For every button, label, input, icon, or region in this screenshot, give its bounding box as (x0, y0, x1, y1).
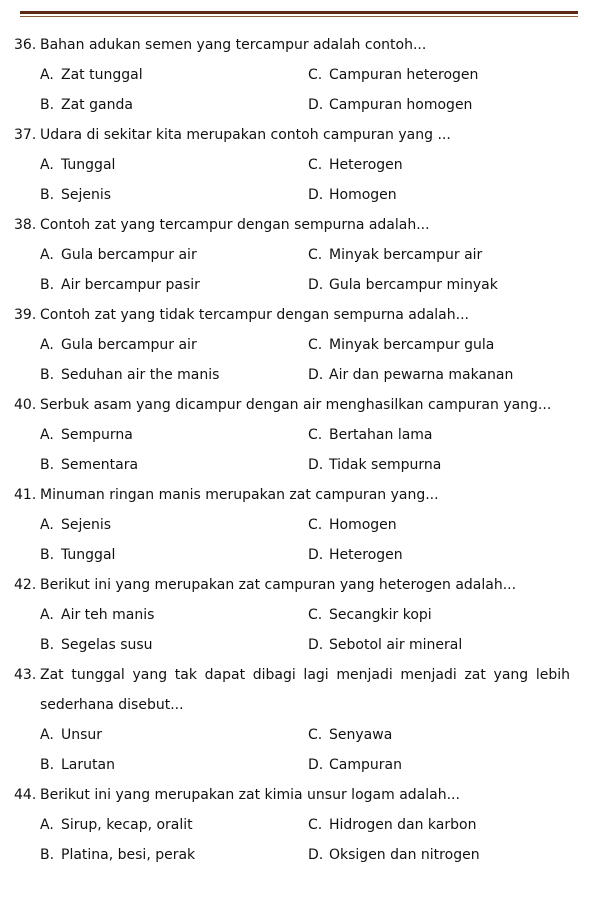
option-letter: D. (308, 187, 324, 203)
option-letter: D. (308, 367, 324, 383)
option-text: Unsur (61, 727, 103, 743)
option-row (14, 90, 570, 120)
option-text: Sebotol air mineral (329, 637, 463, 653)
question-line (14, 300, 570, 330)
option-text: Tunggal (61, 157, 116, 173)
option-letter: D. (308, 457, 324, 473)
option-row (14, 510, 570, 540)
answer-option (308, 67, 570, 83)
question-text-continued: sederhana disebut... (40, 697, 184, 713)
option-text: Sejenis (61, 517, 112, 533)
header-rule-thin (20, 16, 578, 17)
option-text: Hidrogen dan karbon (329, 817, 477, 833)
answer-option (308, 157, 570, 173)
question-number: 44. (14, 787, 37, 803)
answer-option (308, 457, 570, 473)
option-text: Sempurna (61, 427, 133, 443)
question-line (14, 480, 570, 510)
option-row (14, 840, 570, 870)
option-row (14, 60, 570, 90)
answer-option (308, 187, 570, 203)
option-letter: D. (308, 547, 324, 563)
question-38 (14, 210, 570, 300)
option-text: Campuran homogen (329, 97, 473, 113)
option-letter: D. (308, 847, 324, 863)
answer-option (308, 757, 570, 773)
option-row (14, 750, 570, 780)
question-37 (14, 120, 570, 210)
option-text: Tidak sempurna (329, 457, 442, 473)
answer-option (308, 247, 570, 263)
option-text: Minyak bercampur gula (329, 337, 495, 353)
option-letter: A. (40, 247, 54, 263)
option-row (14, 420, 570, 450)
option-letter: C. (308, 157, 323, 173)
option-letter: C. (308, 727, 323, 743)
answer-option (14, 337, 308, 353)
option-letter: B. (40, 547, 55, 563)
option-letter: B. (40, 277, 55, 293)
answer-option (14, 187, 308, 203)
option-text: Seduhan air the manis (61, 367, 220, 383)
option-text: Senyawa (329, 727, 393, 743)
option-text: Segelas susu (61, 637, 153, 653)
answer-option (308, 337, 570, 353)
option-text: Sejenis (61, 187, 112, 203)
option-letter: A. (40, 517, 54, 533)
option-text: Oksigen dan nitrogen (329, 847, 480, 863)
answer-option (308, 847, 570, 863)
option-letter: A. (40, 817, 54, 833)
question-list (14, 30, 570, 870)
question-number: 36. (14, 37, 37, 53)
answer-option (308, 547, 570, 563)
question-number: 41. (14, 487, 37, 503)
question-42 (14, 570, 570, 660)
question-line (14, 390, 570, 420)
answer-option (14, 97, 308, 113)
option-letter: C. (308, 517, 323, 533)
answer-option (14, 157, 308, 173)
option-row (14, 150, 570, 180)
question-number: 39. (14, 307, 37, 323)
question-line (14, 780, 570, 810)
question-number: 38. (14, 217, 37, 233)
question-number: 40. (14, 397, 37, 413)
answer-option (308, 817, 570, 833)
question-line (14, 120, 570, 150)
answer-option (308, 727, 570, 743)
option-text: Gula bercampur minyak (329, 277, 498, 293)
answer-option (308, 637, 570, 653)
option-text: Heterogen (329, 547, 403, 563)
option-row (14, 450, 570, 480)
option-letter: A. (40, 157, 54, 173)
question-text: Zat tunggal yang tak dapat dibagi lagi menjadi menjadi zat yang lebih (40, 667, 570, 683)
option-letter: D. (308, 637, 324, 653)
question-text: Serbuk asam yang dicampur dengan air menghasilkan campuran yang... (40, 397, 552, 413)
option-letter: B. (40, 367, 55, 383)
option-text: Tunggal (61, 547, 116, 563)
question-text: Berikut ini yang merupakan zat kimia unsur logam adalah... (40, 787, 460, 803)
answer-option (14, 277, 308, 293)
question-44 (14, 780, 570, 870)
option-row (14, 810, 570, 840)
option-letter: B. (40, 637, 55, 653)
question-text: Berikut ini yang merupakan zat campuran yang heterogen adalah... (40, 577, 517, 593)
answer-option (308, 277, 570, 293)
option-text: Gula bercampur air (61, 247, 197, 263)
option-row (14, 240, 570, 270)
answer-option (308, 367, 570, 383)
header-rule (20, 11, 578, 14)
question-text: Contoh zat yang tidak tercampur dengan sempurna adalah... (40, 307, 469, 323)
option-text: Heterogen (329, 157, 403, 173)
option-letter: A. (40, 427, 54, 443)
answer-option (14, 517, 308, 533)
option-text: Secangkir kopi (329, 607, 432, 623)
answer-option (308, 517, 570, 533)
question-line (14, 30, 570, 60)
option-letter: D. (308, 277, 324, 293)
option-text: Minyak bercampur air (329, 247, 483, 263)
option-text: Air bercampur pasir (61, 277, 200, 293)
option-text: Air dan pewarna makanan (329, 367, 514, 383)
option-letter: C. (308, 607, 323, 623)
option-letter: A. (40, 607, 54, 623)
option-letter: C. (308, 817, 323, 833)
answer-option (14, 817, 308, 833)
option-letter: C. (308, 337, 323, 353)
option-letter: D. (308, 757, 324, 773)
option-letter: A. (40, 337, 54, 353)
option-text: Sementara (61, 457, 139, 473)
option-text: Campuran (329, 757, 402, 773)
option-text: Bertahan lama (329, 427, 433, 443)
answer-option (14, 607, 308, 623)
option-text: Gula bercampur air (61, 337, 197, 353)
option-letter: C. (308, 67, 323, 83)
answer-option (308, 97, 570, 113)
option-text: Campuran heterogen (329, 67, 479, 83)
question-number: 37. (14, 127, 37, 143)
answer-option (14, 367, 308, 383)
option-letter: D. (308, 97, 324, 113)
question-text: Udara di sekitar kita merupakan contoh campuran yang ... (40, 127, 451, 143)
question-43 (14, 660, 570, 780)
option-letter: B. (40, 847, 55, 863)
question-41 (14, 480, 570, 570)
option-letter: C. (308, 427, 323, 443)
option-row (14, 330, 570, 360)
answer-option (14, 847, 308, 863)
option-letter: A. (40, 727, 54, 743)
option-letter: B. (40, 457, 55, 473)
answer-option (308, 427, 570, 443)
option-text: Air teh manis (61, 607, 155, 623)
question-number: 43. (14, 667, 37, 683)
option-letter: A. (40, 67, 54, 83)
question-text: Contoh zat yang tercampur dengan sempurna adalah... (40, 217, 430, 233)
answer-option (14, 67, 308, 83)
option-text: Homogen (329, 517, 397, 533)
option-letter: B. (40, 187, 55, 203)
option-text: Sirup, kecap, oralit (61, 817, 193, 833)
question-line (14, 570, 570, 600)
answer-option (14, 637, 308, 653)
option-row (14, 270, 570, 300)
answer-option (14, 247, 308, 263)
answer-option (14, 427, 308, 443)
option-text: Zat ganda (61, 97, 133, 113)
option-row (14, 600, 570, 630)
question-text: Bahan adukan semen yang tercampur adalah contoh... (40, 37, 427, 53)
option-row (14, 360, 570, 390)
question-line (14, 210, 570, 240)
answer-option (14, 547, 308, 563)
option-text: Homogen (329, 187, 397, 203)
answer-option (14, 727, 308, 743)
question-36 (14, 30, 570, 120)
option-letter: B. (40, 757, 55, 773)
option-text: Zat tunggal (61, 67, 143, 83)
question-text: Minuman ringan manis merupakan zat campuran yang... (40, 487, 439, 503)
answer-option (14, 757, 308, 773)
option-letter: C. (308, 247, 323, 263)
question-number: 42. (14, 577, 37, 593)
option-row (14, 180, 570, 210)
option-row (14, 540, 570, 570)
question-40 (14, 390, 570, 480)
answer-option (308, 607, 570, 623)
answer-option (14, 457, 308, 473)
option-row (14, 720, 570, 750)
option-letter: B. (40, 97, 55, 113)
option-text: Larutan (61, 757, 115, 773)
question-39 (14, 300, 570, 390)
option-row (14, 630, 570, 660)
option-text: Platina, besi, perak (61, 847, 196, 863)
question-line (14, 660, 570, 690)
